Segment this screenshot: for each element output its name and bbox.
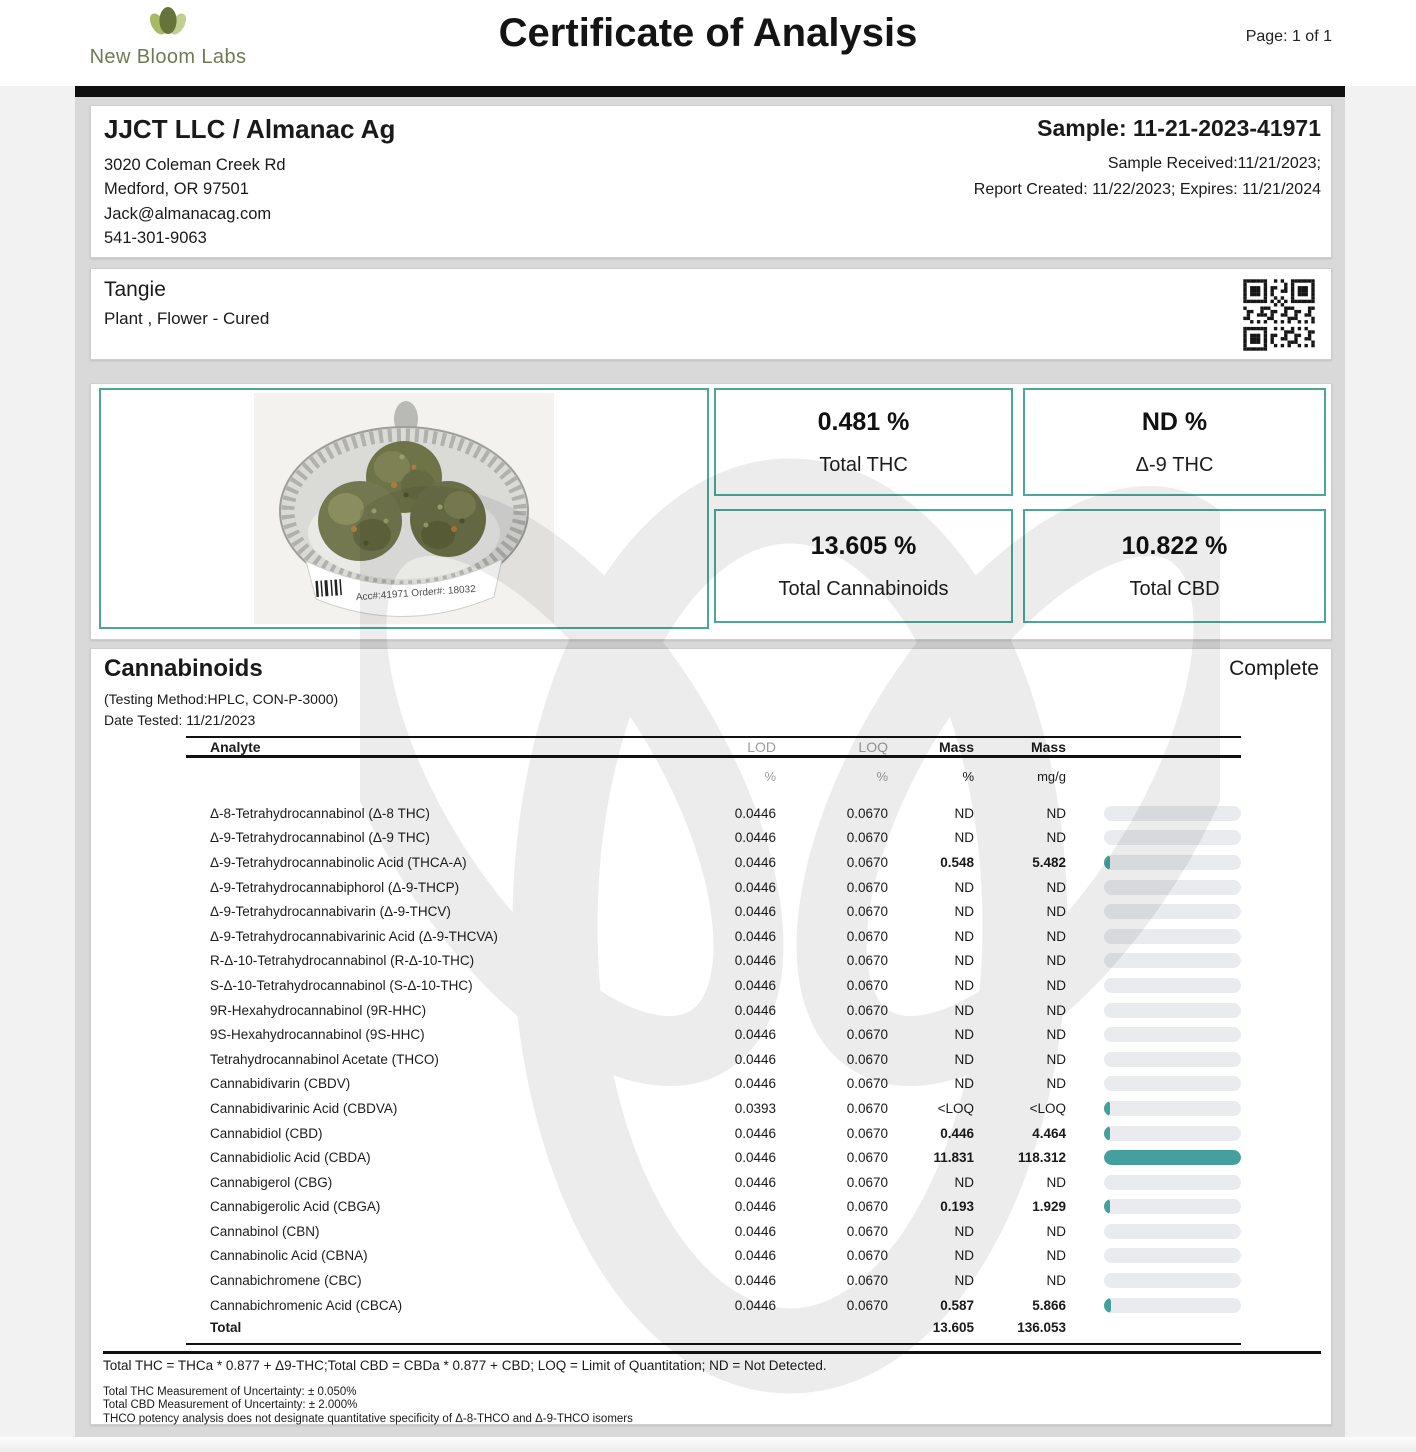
result-box-delta9-thc bbox=[1023, 388, 1326, 496]
client-phone: 541-301-9063 bbox=[104, 228, 207, 247]
page-title: Certificate of Analysis bbox=[498, 11, 918, 55]
table-header-row bbox=[186, 736, 1241, 758]
total-thc-label: Total THC bbox=[819, 453, 908, 476]
table-units-row bbox=[186, 758, 1241, 787]
lod-value: 0.0446 bbox=[734, 1076, 776, 1092]
column-analyte: Analyte bbox=[210, 738, 261, 755]
mass-pct-value: ND bbox=[954, 904, 974, 920]
mass-bar bbox=[1104, 1052, 1241, 1067]
analyte-name: S-Δ-10-Tetrahydrocannabinol (S-Δ-10-THC) bbox=[210, 977, 473, 993]
loq-value: 0.0670 bbox=[846, 904, 888, 920]
total-cannabinoids-label: Total Cannabinoids bbox=[778, 577, 949, 600]
mass-pct-value: ND bbox=[954, 805, 974, 821]
table-row bbox=[186, 1268, 1241, 1293]
lod-value: 0.0446 bbox=[734, 1150, 776, 1166]
table-row bbox=[186, 875, 1241, 900]
mass-pct-value: 0.193 bbox=[940, 1199, 974, 1215]
client-address-line2: Medford, OR 97501 bbox=[104, 180, 249, 199]
table-row bbox=[186, 899, 1241, 924]
analyte-name: Cannabigerol (CBG) bbox=[210, 1174, 333, 1190]
cbd-uncertainty-note: Total CBD Measurement of Uncertainty: ± 2.000% bbox=[103, 1399, 358, 1412]
result-box-total-cbd bbox=[1023, 509, 1326, 623]
mass-bar bbox=[1104, 1003, 1241, 1018]
photo-accession-label: Acc#:41971 Order#: 18032 bbox=[355, 583, 477, 604]
mass-bar bbox=[1104, 880, 1241, 895]
mass-bar bbox=[1104, 978, 1241, 993]
header-divider-bar bbox=[75, 86, 1345, 97]
mass-bar bbox=[1104, 1150, 1241, 1165]
result-box-total-thc bbox=[714, 388, 1013, 496]
lod-value: 0.0446 bbox=[734, 830, 776, 846]
mass-pct-value: ND bbox=[954, 830, 974, 846]
cannabinoids-section-card bbox=[90, 648, 1332, 1425]
mass-pct-value: ND bbox=[954, 879, 974, 895]
mass-mgg-value: 1.929 bbox=[1032, 1199, 1066, 1215]
table-row bbox=[186, 1121, 1241, 1146]
lod-value: 0.0446 bbox=[734, 854, 776, 870]
loq-value: 0.0670 bbox=[846, 879, 888, 895]
date-tested: Date Tested: 11/21/2023 bbox=[104, 712, 256, 728]
loq-value: 0.0670 bbox=[846, 1248, 888, 1264]
mass-bar bbox=[1104, 1248, 1241, 1263]
table-row bbox=[186, 924, 1241, 949]
mass-mgg-value: ND bbox=[1046, 977, 1066, 993]
mass-pct-value: ND bbox=[954, 1027, 974, 1043]
total-cbd-value: 10.822 % bbox=[1121, 531, 1228, 560]
loq-value: 0.0670 bbox=[846, 854, 888, 870]
calculation-footnote: Total THC = THCa * 0.877 + Δ9-THC;Total CBD = CBDa * 0.877 + CBD; LOQ = Limit of Quantitation; ND = Not Detected. bbox=[103, 1358, 827, 1373]
analyte-name: Δ-9-Tetrahydrocannabinolic Acid (THCA-A) bbox=[210, 854, 467, 870]
strain-name: Tangie bbox=[104, 278, 166, 301]
mass-bar bbox=[1104, 1126, 1241, 1141]
client-name: JJCT LLC / Almanac Ag bbox=[104, 114, 396, 144]
loq-value: 0.0670 bbox=[846, 830, 888, 846]
loq-value: 0.0670 bbox=[846, 1273, 888, 1289]
mass-pct-value: ND bbox=[954, 953, 974, 969]
mass-mgg-value: ND bbox=[1046, 1223, 1066, 1239]
lod-value: 0.0446 bbox=[734, 904, 776, 920]
uncertainty-notes bbox=[103, 1386, 633, 1426]
cannabinoids-table bbox=[186, 736, 1241, 1345]
analyte-name: 9S-Hexahydrocannabinol (9S-HHC) bbox=[210, 1027, 425, 1043]
unit-mass-pct: % bbox=[962, 768, 974, 784]
lod-value: 0.0446 bbox=[734, 1248, 776, 1264]
total-mass-pct: 13.605 bbox=[932, 1320, 974, 1336]
analyte-name: Δ-8-Tetrahydrocannabinol (Δ-8 THC) bbox=[210, 805, 430, 821]
table-row bbox=[186, 801, 1241, 826]
mass-mgg-value: ND bbox=[1046, 1076, 1066, 1092]
analyte-name: Cannabichromene (CBC) bbox=[210, 1273, 362, 1289]
lod-value: 0.0446 bbox=[734, 1027, 776, 1043]
mass-mgg-value: 5.866 bbox=[1032, 1297, 1066, 1313]
analyte-name: Cannabigerolic Acid (CBGA) bbox=[210, 1199, 381, 1215]
loq-value: 0.0670 bbox=[846, 953, 888, 969]
mass-mgg-value: 4.464 bbox=[1032, 1125, 1066, 1141]
client-email: Jack@almanacag.com bbox=[104, 204, 272, 223]
mass-pct-value: ND bbox=[954, 1273, 974, 1289]
table-row bbox=[186, 1293, 1241, 1318]
mass-bar bbox=[1104, 830, 1241, 845]
loq-value: 0.0670 bbox=[846, 1297, 888, 1313]
sample-id: Sample: 11-21-2023-41971 bbox=[1037, 115, 1321, 141]
loq-value: 0.0670 bbox=[846, 1051, 888, 1067]
sample-photo bbox=[254, 393, 554, 624]
unit-lod: % bbox=[764, 768, 776, 784]
client-address-line1: 3020 Coleman Creek Rd bbox=[104, 156, 286, 174]
sample-received-date: Sample Received:11/21/2023; bbox=[1107, 155, 1321, 172]
total-cannabinoids-value: 13.605 % bbox=[810, 531, 917, 560]
mass-bar bbox=[1104, 1199, 1241, 1214]
mass-mgg-value: ND bbox=[1046, 1002, 1066, 1018]
mass-pct-value: 0.587 bbox=[940, 1297, 974, 1313]
cannabinoids-section-title: Cannabinoids bbox=[104, 655, 263, 682]
mass-mgg-value: <LOQ bbox=[1029, 1100, 1066, 1116]
loq-value: 0.0670 bbox=[846, 1002, 888, 1018]
mass-pct-value: 0.446 bbox=[940, 1125, 974, 1141]
lod-value: 0.0446 bbox=[734, 879, 776, 895]
mass-pct-value: ND bbox=[954, 1002, 974, 1018]
page-number: Page: 1 of 1 bbox=[1245, 28, 1332, 45]
status-complete: Complete bbox=[1229, 657, 1319, 680]
delta9-thc-label: Δ-9 THC bbox=[1135, 453, 1214, 476]
total-label: Total bbox=[210, 1320, 242, 1336]
table-row bbox=[186, 850, 1241, 875]
analyte-name: Δ-9-Tetrahydrocannabivarin (Δ-9-THCV) bbox=[210, 904, 451, 920]
loq-value: 0.0670 bbox=[846, 1223, 888, 1239]
mass-mgg-value: ND bbox=[1046, 879, 1066, 895]
mass-bar bbox=[1104, 1027, 1241, 1042]
analyte-name: Cannabidiolic Acid (CBDA) bbox=[210, 1150, 371, 1166]
mass-pct-value: ND bbox=[954, 1076, 974, 1092]
lod-value: 0.0446 bbox=[734, 1174, 776, 1190]
table-row bbox=[186, 1072, 1241, 1097]
analyte-name: Cannabinol (CBN) bbox=[210, 1223, 320, 1239]
page-bottom-edge bbox=[0, 1437, 1416, 1452]
mass-pct-value: ND bbox=[954, 1051, 974, 1067]
table-row bbox=[186, 1047, 1241, 1072]
loq-value: 0.0670 bbox=[846, 805, 888, 821]
table-row bbox=[186, 826, 1241, 851]
qr-code-icon bbox=[1240, 276, 1318, 354]
sample-type: Plant , Flower - Cured bbox=[104, 309, 270, 328]
table-row bbox=[186, 1195, 1241, 1220]
loq-value: 0.0670 bbox=[846, 928, 888, 944]
mass-mgg-value: ND bbox=[1046, 928, 1066, 944]
loq-value: 0.0670 bbox=[846, 1027, 888, 1043]
mass-pct-value: ND bbox=[954, 1248, 974, 1264]
mass-bar bbox=[1104, 929, 1241, 944]
mass-bar bbox=[1104, 1175, 1241, 1190]
mass-mgg-value: ND bbox=[1046, 830, 1066, 846]
mass-pct-value: ND bbox=[954, 977, 974, 993]
analyte-name: Cannabidiol (CBD) bbox=[210, 1125, 323, 1141]
lod-value: 0.0446 bbox=[734, 928, 776, 944]
mass-mgg-value: ND bbox=[1046, 1273, 1066, 1289]
analyte-name: Tetrahydrocannabinol Acetate (THCO) bbox=[210, 1051, 439, 1067]
mass-mgg-value: ND bbox=[1046, 1051, 1066, 1067]
lod-value: 0.0446 bbox=[734, 953, 776, 969]
table-row bbox=[186, 973, 1241, 998]
loq-value: 0.0670 bbox=[846, 977, 888, 993]
loq-value: 0.0670 bbox=[846, 1199, 888, 1215]
mass-pct-value: ND bbox=[954, 928, 974, 944]
delta9-thc-value: ND % bbox=[1141, 407, 1208, 436]
thc-uncertainty-note: Total THC Measurement of Uncertainty: ± 0.050% bbox=[103, 1386, 357, 1398]
analyte-name: Δ-9-Tetrahydrocannabinol (Δ-9 THC) bbox=[210, 830, 430, 846]
mass-pct-value: 11.831 bbox=[933, 1150, 974, 1166]
column-mass-pct: Mass bbox=[938, 738, 974, 755]
cannabinoid-rows bbox=[186, 801, 1241, 1317]
table-row bbox=[186, 1219, 1241, 1244]
mass-pct-value: ND bbox=[954, 1174, 974, 1190]
column-loq: LOQ bbox=[858, 738, 888, 755]
mass-mgg-value: ND bbox=[1046, 1027, 1066, 1043]
footnote-divider bbox=[103, 1351, 1321, 1354]
sample-type-card bbox=[90, 268, 1332, 360]
table-row bbox=[186, 1096, 1241, 1121]
loq-value: 0.0670 bbox=[846, 1125, 888, 1141]
table-row bbox=[186, 1145, 1241, 1170]
column-lod: LOD bbox=[747, 738, 776, 755]
lod-value: 0.0446 bbox=[734, 1051, 776, 1067]
analyte-name: 9R-Hexahydrocannabinol (9R-HHC) bbox=[210, 1002, 427, 1018]
results-summary-card bbox=[90, 383, 1332, 640]
mass-pct-value: ND bbox=[954, 1223, 974, 1239]
lod-value: 0.0446 bbox=[734, 1223, 776, 1239]
total-thc-value: 0.481 % bbox=[817, 407, 910, 436]
mass-mgg-value: ND bbox=[1046, 1248, 1066, 1264]
table-row bbox=[186, 998, 1241, 1023]
lod-value: 0.0446 bbox=[734, 805, 776, 821]
table-row bbox=[186, 949, 1241, 974]
client-info-card bbox=[90, 105, 1332, 258]
analyte-name: Cannabidivarinic Acid (CBDVA) bbox=[210, 1100, 398, 1116]
mass-mgg-value: 118.312 bbox=[1017, 1150, 1066, 1166]
mass-bar bbox=[1104, 1076, 1241, 1091]
mass-mgg-value: ND bbox=[1046, 904, 1066, 920]
total-mass-mgg: 136.053 bbox=[1017, 1320, 1066, 1336]
mass-mgg-value: ND bbox=[1046, 805, 1066, 821]
loq-value: 0.0670 bbox=[846, 1100, 888, 1116]
column-mass-mgg: Mass bbox=[1030, 738, 1066, 755]
analyte-name: Cannabichromenic Acid (CBCA) bbox=[210, 1297, 403, 1313]
analyte-name: R-Δ-10-Tetrahydrocannabinol (R-Δ-10-THC) bbox=[210, 953, 475, 969]
mass-mgg-value: 5.482 bbox=[1032, 854, 1066, 870]
table-row bbox=[186, 1022, 1241, 1047]
analyte-name: Cannabinolic Acid (CBNA) bbox=[210, 1248, 368, 1264]
sample-photo-frame bbox=[99, 388, 709, 629]
lod-value: 0.0446 bbox=[734, 1297, 776, 1313]
mass-bar bbox=[1104, 904, 1241, 919]
mass-bar bbox=[1104, 1224, 1241, 1239]
lod-value: 0.0446 bbox=[734, 1199, 776, 1215]
client-contact-block bbox=[104, 153, 286, 250]
analyte-name: Δ-9-Tetrahydrocannabivarinic Acid (Δ-9-THCVA) bbox=[210, 928, 498, 944]
unit-loq: % bbox=[876, 768, 888, 784]
thco-specificity-note: THCO potency analysis does not designate quantitative specificity of Δ-8-THCO and Δ-9-THCO isomers bbox=[103, 1412, 633, 1425]
lod-value: 0.0393 bbox=[734, 1100, 776, 1116]
loq-value: 0.0670 bbox=[846, 1150, 888, 1166]
table-row bbox=[186, 1244, 1241, 1269]
table-total-row bbox=[186, 1317, 1241, 1338]
lab-name: New Bloom Labs bbox=[89, 46, 247, 68]
report-created-expires: Report Created: 11/22/2023; Expires: 11/21/2024 bbox=[973, 181, 1321, 198]
analyte-name: Cannabidivarin (CBDV) bbox=[210, 1076, 351, 1092]
table-row bbox=[186, 1170, 1241, 1195]
mass-bar bbox=[1104, 1273, 1241, 1288]
testing-method: (Testing Method:HPLC, CON-P-3000) bbox=[104, 691, 339, 707]
unit-mass-mgg: mg/g bbox=[1037, 768, 1066, 784]
lod-value: 0.0446 bbox=[734, 1125, 776, 1141]
report-header bbox=[0, 0, 1416, 86]
sample-dates-block bbox=[974, 151, 1321, 203]
total-cbd-label: Total CBD bbox=[1129, 577, 1220, 600]
mass-bar bbox=[1104, 806, 1241, 821]
result-box-total-cannabinoids bbox=[714, 509, 1013, 623]
mass-bar bbox=[1104, 1298, 1241, 1313]
mass-pct-value: 0.548 bbox=[940, 854, 974, 870]
mass-bar bbox=[1104, 1101, 1241, 1116]
mass-bar bbox=[1104, 953, 1241, 968]
analyte-name: Δ-9-Tetrahydrocannabiphorol (Δ-9-THCP) bbox=[210, 879, 460, 895]
mass-bar bbox=[1104, 855, 1241, 870]
mass-pct-value: <LOQ bbox=[937, 1100, 974, 1116]
loq-value: 0.0670 bbox=[846, 1174, 888, 1190]
lod-value: 0.0446 bbox=[734, 977, 776, 993]
mass-mgg-value: ND bbox=[1046, 953, 1066, 969]
mass-mgg-value: ND bbox=[1046, 1174, 1066, 1190]
loq-value: 0.0670 bbox=[846, 1076, 888, 1092]
lod-value: 0.0446 bbox=[734, 1002, 776, 1018]
lod-value: 0.0446 bbox=[734, 1273, 776, 1289]
